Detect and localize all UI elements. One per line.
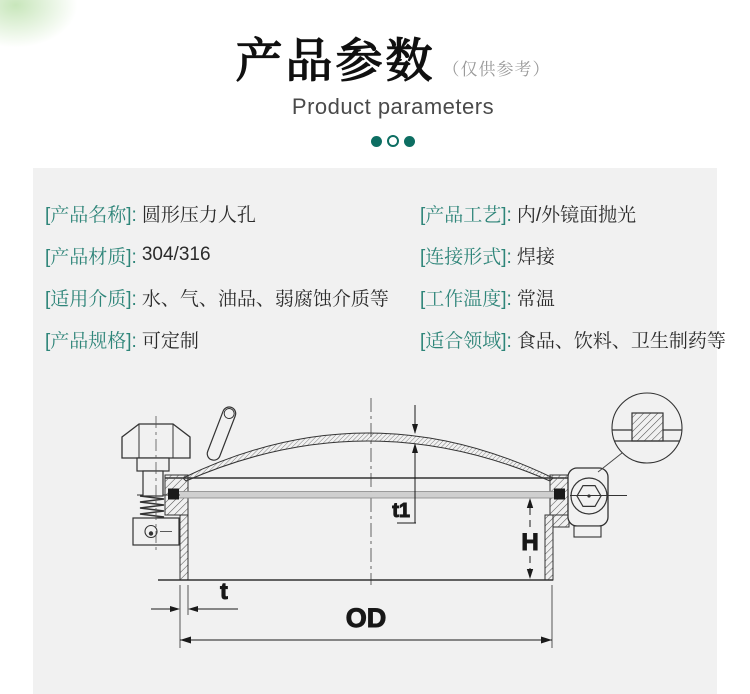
bolt-stem [143,471,163,496]
param-label: [产品工艺]: [420,204,512,226]
dim-label-t1: t1 [392,500,410,522]
param-row-material [45,234,389,276]
param-row-product-name [45,192,389,234]
param-value: 304/316 [141,244,211,265]
dim-label-od: OD [345,603,387,633]
param-label: [适用介质]: [45,288,137,310]
param-label: [产品名称]: [45,204,137,226]
parameters-right-column [420,192,726,360]
section-header [0,36,750,147]
gasket-line [137,489,565,500]
dot-hollow-icon [387,135,399,147]
dome-lid [183,433,553,481]
param-label: [产品材质]: [45,246,137,268]
divider-dots [36,135,750,147]
gasket-right [554,489,565,500]
dim-label-h: H [521,529,539,556]
param-row-temperature [420,276,726,318]
param-row-media [45,276,389,318]
param-value: 内/外镜面抛光 [516,204,637,226]
param-row-connection [420,234,726,276]
dim-t1 [392,405,418,523]
param-value: 圆形压力人孔 [141,204,256,226]
param-value: 常温 [516,288,555,310]
title-note: （仅供参考） [442,60,551,80]
dim-label-t: t [220,578,228,604]
param-value: 可定制 [141,330,199,352]
dim-od [180,585,552,648]
param-label: [产品规格]: [45,330,137,352]
param-value: 水、气、油品、弱腐蚀介质等 [141,288,389,310]
parameters-panel [33,168,726,694]
dim-h [521,498,538,579]
page-title: 产品参数 [235,34,436,87]
dim-t [151,578,238,648]
gasket-section [632,413,663,441]
param-label: [连接形式]: [420,246,512,268]
dot-filled-icon [404,136,415,147]
page-subtitle: Product parameters [291,94,495,120]
param-value: 焊接 [516,246,555,268]
hinge-bracket [568,468,627,537]
shell-body [158,515,553,580]
technical-drawing [33,380,717,694]
param-label: [适合领域]: [420,330,512,352]
dot-filled-icon [371,136,382,147]
param-value: 食品、饮料、卫生制药等 [516,330,726,352]
param-row-field [420,318,726,360]
parameters-left-column [45,192,389,360]
gasket-left [168,489,179,500]
param-label: [工作温度]: [420,288,512,310]
detail-circle [598,393,683,472]
param-row-process [420,192,726,234]
spring [140,496,164,520]
param-row-spec [45,318,389,360]
lid-handle [205,405,237,462]
